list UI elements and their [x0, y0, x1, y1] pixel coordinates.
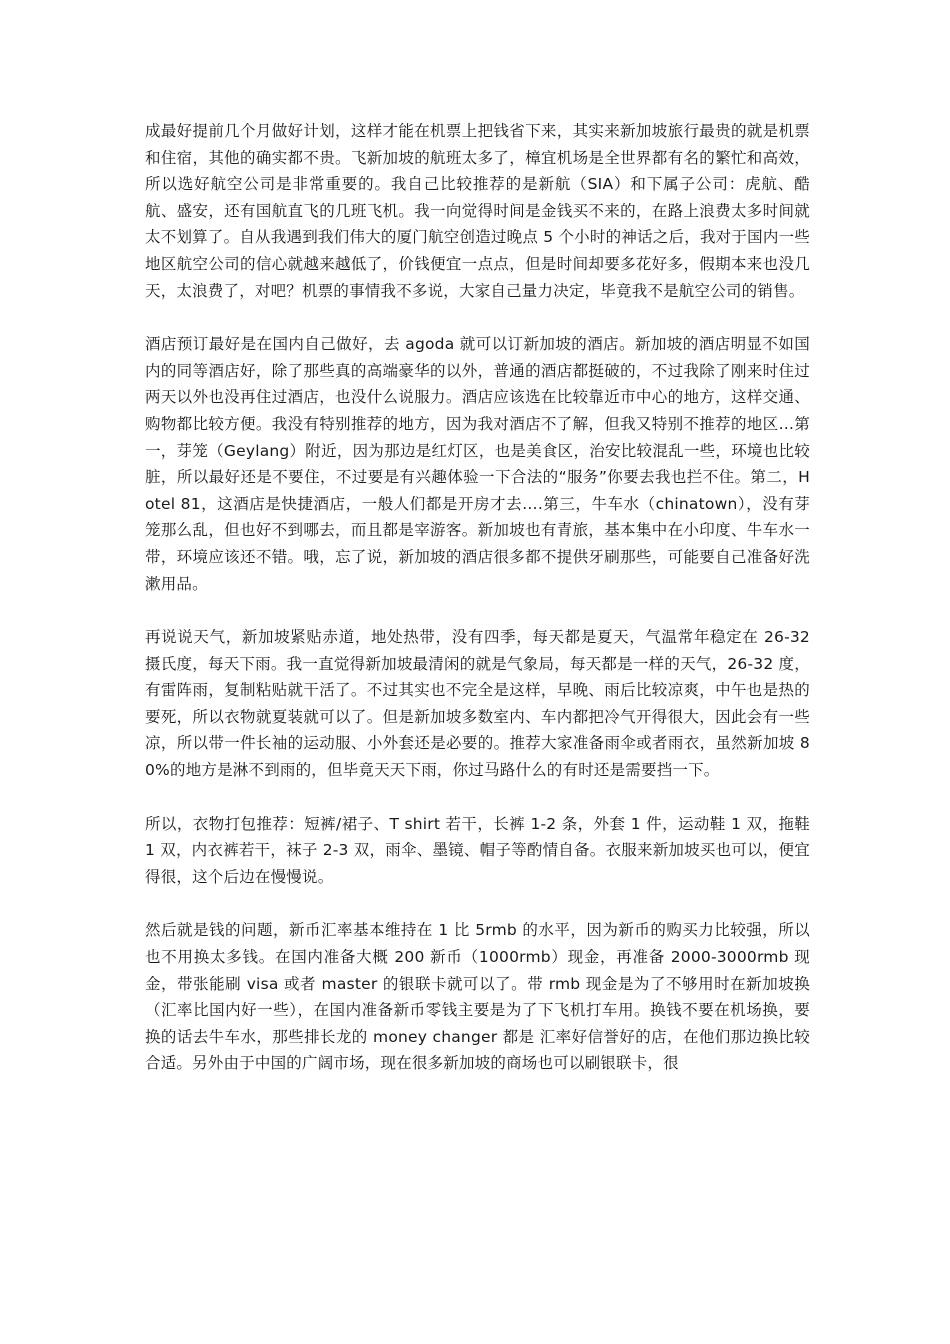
paragraph-money: 然后就是钱的问题，新币汇率基本维持在 1 比 5rmb 的水平，因为新币的购买力比较强，所以也不用换太多钱。在国内准备大概 200 新币（1000rmb）现金，再准备 2000-3000rmb 现金，带张能刷 visa 或者 master 的银联卡就可以了。带 rmb 现金是为了不够用时在新加坡换（汇率比国内好一些），在国内准备新币零钱主要是为了下飞机打车用。换钱不要在机场换，要换的话去牛车水，那些排长龙的 money changer 都是 汇率好信誉好的店，在他们那边换比较合适。另外由于中国的广阔市场，现在很多新加坡的商场也可以刷银联卡，很 — [145, 921, 810, 1073]
paragraph-packing: 所以，衣物打包推荐：短裤/裙子、T shirt 若干，长裤 1-2 条，外套 1 件，运动鞋 1 双，拖鞋 1 双，内衣裤若干，袜子 2-3 双，雨伞、墨镜、帽子等酌情自备。衣服来新加坡买也可以，便宜得很，这个后边在慢慢说。 — [145, 814, 810, 886]
paragraph-flights: 成最好提前几个月做好计划，这样才能在机票上把钱省下来，其实来新加坡旅行最贵的就是机票和住宿，其他的确实都不贵。飞新加坡的航班太多了，樟宜机场是全世界都有名的繁忙和高效，所以选好航空公司是非常重要的。我自己比较推荐的是新航（SIA）和下属子公司：虎航、酷航、盛安，还有国航直飞的几班飞机。我一向觉得时间是金钱买不来的，在路上浪费太多时间就太不划算了。自从我遇到我们伟大的厦门航空创造过晚点 5 个小时的神话之后，我对于国内一些地区航空公司的信心就越来越低了，价钱便宜一点点，但是时间却要多花好多，假期本来也没几天，太浪费了，对吧？机票的事情我不多说，大家自己量力决定，毕竟我不是航空公司的销售。 — [145, 122, 810, 300]
document-page — [145, 118, 810, 1104]
paragraph-hotels: 酒店预订最好是在国内自己做好，去 agoda 就可以订新加坡的酒店。新加坡的酒店明显不如国内的同等酒店好，除了那些真的高端豪华的以外，普通的酒店都挺破的，不过我除了刚来时住过两天以外也没再住过酒店，也没什么说服力。酒店应该选在比较靠近市中心的地方，这样交通、购物都比较方便。我没有特别推荐的地方，因为我对酒店不了解，但我又特别不推荐的地区…第一，芽笼（Geylang）附近，因为那边是红灯区，也是美食区，治安比较混乱一些，环境也比较脏，所以最好还是不要住，不过要是有兴趣体验一下合法的“服务”你要去我也拦不住。第二，Hotel 81，这酒店是快捷酒店，一般人们都是开房才去….第三，牛车水（chinatown），没有芽笼那么乱，但也好不到哪去，而且都是宰游客。新加坡也有青旅，基本集中在小印度、牛车水一带，环境应该还不错。哦，忘了说，新加坡的酒店很多都不提供牙刷那些，可能要自己准备好洗漱用品。 — [145, 335, 810, 593]
paragraph-weather: 再说说天气，新加坡紧贴赤道，地处热带，没有四季，每天都是夏天，气温常年稳定在 26-32 摄氏度，每天下雨。我一直觉得新加坡最清闲的就是气象局，每天都是一样的天气，26-32 度，有雷阵雨，复制粘贴就干活了。不过其实也不完全是这样，早晚、雨后比较凉爽，中午也是热的要死，所以衣物就夏装就可以了。但是新加坡多数室内、车内都把冷气开得很大，因此会有一些凉，所以带一件长袖的运动服、小外套还是必要的。推荐大家准备雨伞或者雨衣，虽然新加坡 80%的地方是淋不到雨的，但毕竟天天下雨，你过马路什么的有时还是需要挡一下。 — [145, 628, 810, 780]
